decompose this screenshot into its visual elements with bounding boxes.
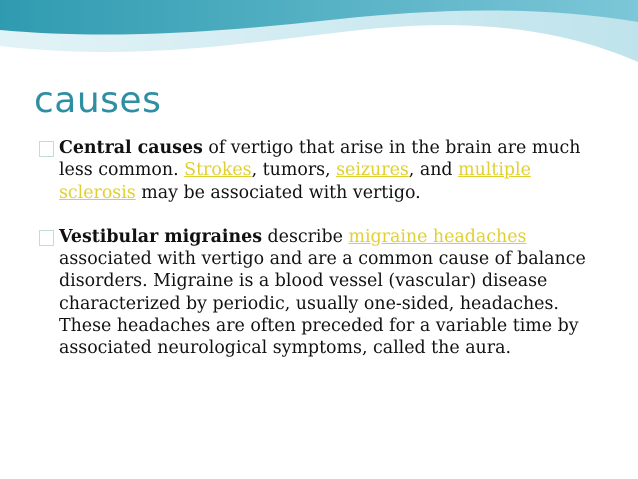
link-migraine-headaches[interactable]: migraine headaches <box>348 226 527 247</box>
link-multiple-sclerosis[interactable]: multiple sclerosis <box>59 160 531 203</box>
bullet-text: , tumors, <box>251 160 337 181</box>
bullet-heading: Central causes <box>59 138 203 158</box>
bullet-text: of vertigo that arise in the brain are much less common. <box>59 138 581 181</box>
bullet-vestibular-migraines <box>37 226 607 360</box>
bullet-text: associated with vertigo and are a common cause of balance disorders. Migraine is a blood vessel (vascular) disease characterized by periodic, usually one-sided, headaches. These headaches are often preceded for a variable time by associated neurological symptoms, called the aura. <box>59 249 586 359</box>
bullet-text: describe <box>262 226 349 247</box>
slide-title: causes <box>34 80 162 121</box>
bullet-list <box>37 137 607 360</box>
bullet-central-causes <box>37 137 607 204</box>
bullet-text: , and <box>408 160 459 181</box>
bullet-box-icon <box>39 141 54 157</box>
link-strokes[interactable]: Strokes <box>184 160 252 181</box>
bullet-box-icon <box>39 230 54 246</box>
bullet-heading: Vestibular migraines <box>59 226 262 247</box>
link-seizures[interactable]: seizures <box>336 160 409 181</box>
bullet-text: may be associated with vertigo. <box>135 182 421 203</box>
header-wave-decoration <box>0 0 638 80</box>
